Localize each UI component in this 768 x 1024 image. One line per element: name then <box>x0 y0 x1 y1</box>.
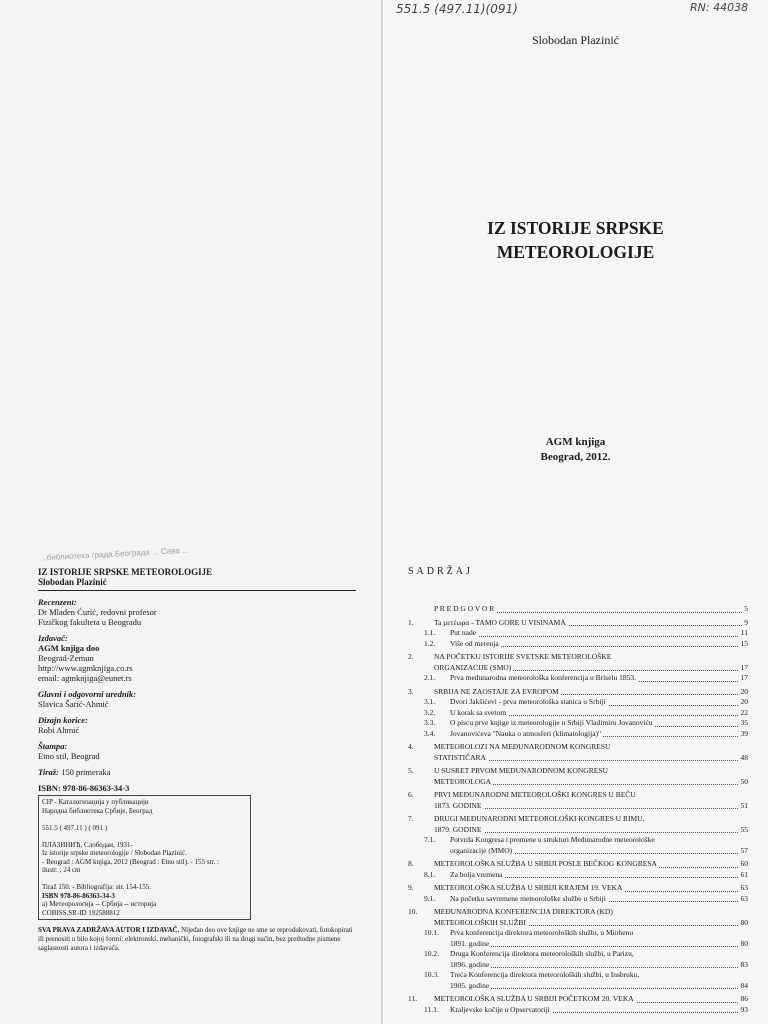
book-title-line: IZ ISTORIJE SRPSKE <box>487 218 664 238</box>
toc-entry-text: SRBIJA NE ZAOSTAJE ZA EVROPOM <box>434 686 559 696</box>
toc-entry <box>408 949 748 960</box>
publisher: AGM knjiga <box>545 436 606 448</box>
imprint-author: Slobodan Plazinić <box>38 577 107 587</box>
toc-entry-text: Jovanovićeva "Nauka o atmosferi (klimatologija)" <box>450 728 602 738</box>
toc-entry-text: 1891. godine <box>450 938 490 948</box>
toc-entry-title <box>434 790 748 801</box>
publisher-label: Izdavač: <box>38 633 68 643</box>
toc-entry-text: METEOROLOŠKA SLUŽBA U SRBIJI KRAJEM 19. VEKA <box>434 883 623 892</box>
toc-entry <box>408 766 748 777</box>
publisher-url: http://www.agmknjiga.co.rs <box>38 663 133 673</box>
print-section <box>38 741 356 761</box>
toc-entry-title <box>450 846 748 857</box>
toc-entry <box>408 894 748 905</box>
toc-entry-text: Druga Konferencija direktora meteoroloških službi, u Parizu, <box>450 949 634 958</box>
toc-entry <box>408 639 748 650</box>
toc-entry <box>408 790 748 801</box>
toc-entry <box>408 883 748 894</box>
toc-entry-title <box>450 970 748 981</box>
toc-entry-text: PRVI MEĐUNARODNI METEOROLOŠKI KONGRES U BEČU <box>434 790 636 799</box>
toc-entry-number: 2.1. <box>424 673 436 682</box>
toc-entry-number: 9.1. <box>424 893 436 903</box>
cover-section <box>38 715 356 735</box>
toc-page-number: 15 <box>740 638 748 648</box>
toc-entry-title <box>434 801 748 812</box>
toc-entry-title <box>450 939 748 950</box>
toc-entry-continuation <box>408 939 748 950</box>
toc-entry-title <box>450 673 748 684</box>
toc-entry-text: Prva međunarodna meteorološka konferencija u Briselu 1853. <box>450 673 636 682</box>
toc-entry-number: 1.2. <box>424 638 436 648</box>
toc-entry-text: Kraljevske kočije u Opservatoriji <box>450 1004 550 1014</box>
run-label: Tiraž: <box>38 767 59 777</box>
toc-entry <box>408 697 748 708</box>
reviewer-line: Dr Mladen Ćurić, redovni profesor <box>38 607 157 617</box>
toc-entry-title <box>434 918 748 929</box>
toc-entry-title <box>434 652 748 663</box>
toc-entry-title <box>434 814 748 825</box>
toc-entry-text: Potvrda Kongresa i promene u strukturi Međunarodne meteorološke <box>450 835 655 844</box>
toc-entry-continuation <box>408 663 748 674</box>
toc-entry-continuation <box>408 846 748 857</box>
toc-entry-continuation <box>408 753 748 764</box>
toc-entry-number: 4. <box>408 742 414 751</box>
toc-entry-text: Na početku savremene meteorološke službe u Srbiji <box>450 893 606 903</box>
cip-line <box>42 832 247 841</box>
toc-entry-title <box>434 766 748 777</box>
cip-line <box>42 815 247 824</box>
toc-entry-text: U SUSRET PRVOM MEĐUNARODNOM KONGRESU <box>434 766 608 775</box>
run-section <box>38 767 356 777</box>
toc-entry-text: U korak sa svetom <box>450 707 507 717</box>
toc-entry-text: Više od merenja <box>450 638 499 648</box>
toc-entry <box>408 928 748 939</box>
toc-entry-continuation <box>408 918 748 929</box>
toc-entry-text: 1905. godine <box>450 980 490 990</box>
toc-leader <box>450 636 748 637</box>
toc-entry-title <box>434 663 748 674</box>
toc-page-number: 50 <box>740 776 748 786</box>
toc-entry <box>408 628 748 639</box>
rights-notice <box>38 926 356 953</box>
toc-page-number: 48 <box>740 752 748 762</box>
cip-line: - Beograd : AGM knjiga, 2012 (Beograd : Etno stil). - 155 str. : <box>42 857 219 866</box>
toc-page-number: 22 <box>740 707 748 717</box>
cover-designer: Robi Ahmić <box>38 725 80 735</box>
toc-entry-title <box>450 870 748 881</box>
toc-entry-text: 1896. godine <box>450 959 490 969</box>
toc-entry-number: 6. <box>408 790 414 799</box>
toc-entry <box>408 718 748 729</box>
toc-entry-text: 1879. GODINE <box>434 824 482 834</box>
toc-entry-text: METEOROLOŠKIH SLUŽBI <box>434 917 526 927</box>
toc-page-number: 57 <box>740 845 748 855</box>
cip-line: Народна библиотека Србије, Београд <box>42 806 153 815</box>
toc-entry <box>408 729 748 740</box>
publisher-info <box>383 435 768 465</box>
book-title-line: METEOROLOGIJE <box>496 242 655 262</box>
toc-page-number: 55 <box>740 824 748 834</box>
toc-entry-continuation <box>408 981 748 992</box>
toc-entry-title <box>450 1005 748 1016</box>
cip-line: Tiraž 150. - Bibliografija: str. 154-155. <box>42 883 152 891</box>
toc-entry-number: 8.1. <box>424 869 436 879</box>
toc-entry-title <box>434 753 748 764</box>
toc-entry <box>408 970 748 981</box>
toc-entry-title <box>434 618 748 629</box>
print-label: Štampa: <box>38 741 68 751</box>
toc-entry-title <box>450 708 748 719</box>
toc-entry <box>408 618 748 629</box>
toc-entry <box>408 835 748 846</box>
toc-entry-text: ORGANIZACIJE (SMO) <box>434 662 512 672</box>
toc-entry-number: 3.4. <box>424 728 436 738</box>
editor-section <box>38 689 356 709</box>
handwritten-classification: 551.5 (497.11)(091) <box>396 2 518 16</box>
toc-page-number: 63 <box>740 883 748 892</box>
toc-entry-title <box>450 928 748 939</box>
toc-leader <box>450 988 748 989</box>
toc-entry-title <box>450 628 748 639</box>
toc-entry-number: 11. <box>408 994 418 1003</box>
toc-entry-title <box>450 960 748 971</box>
publisher-line: Beograd-Zemun <box>38 653 94 663</box>
cip-line: Iz istorije srpske meteorologije / Slobodan Plazinić. <box>42 849 187 857</box>
toc-entry-text: O piscu prve knjige iz meteorologije u Srbiji Vladimiru Jovanoviću <box>450 718 653 727</box>
toc-entry-text: METEOROLOŠKA SLUŽBA U SRBIJI POČETKOM 20. VEKA <box>434 994 634 1003</box>
toc-entry <box>408 814 748 825</box>
toc-page-number: 80 <box>740 938 748 948</box>
toc-entry-number: 10.3. <box>424 970 439 979</box>
toc-entry-number: 3.1. <box>424 697 436 706</box>
toc-entry-text: Prva konferencija direktora meteoroloških službi, u Minhenu <box>450 928 634 937</box>
rights-text: Nijedan deo ove knjige ne sme se reprodukovati, fotokopirati ili prenositi u bilo kojoj formi: elektronski, mehanički, fotografski ili na drugi način, bez prethodne pismene saglasnosti autora i izdavača. <box>38 926 353 952</box>
cip-line: a) Метеорологија -- Србија -- историја <box>42 900 157 908</box>
toc-entry-text: METEOROLOGA <box>434 776 492 786</box>
toc-page-number: 63 <box>740 893 748 903</box>
toc-entry-text: NA POČETKU ISTORIJE SVETSKE METEOROLOŠKE <box>434 652 612 661</box>
toc-entry-number: 8. <box>408 859 414 868</box>
toc-entry-number: 3.2. <box>424 707 436 717</box>
toc-entry-text: Ta μετέωρα - TAMO GORE U VISINAMA <box>434 617 566 627</box>
toc-entry-text: MEĐUNARODNA KONFERENCIJA DIREKTORA (KD) <box>434 907 613 916</box>
editor-label: Glavni i odgovorni urednik: <box>38 689 136 699</box>
toc-entry-number: 7.1. <box>424 835 436 844</box>
toc-entry-title <box>450 729 748 740</box>
publisher-section <box>38 633 356 683</box>
toc-entry-title <box>434 994 748 1005</box>
toc-page-number: 80 <box>740 917 748 927</box>
toc-entry-text: METEOROLOŠKA SLUŽBA U SRBIJI POSLE BEČKOG KONGRESA <box>434 859 657 868</box>
toc-entry-text: METEOROLOZI NA MEĐUNARODNOM KONGRESU <box>434 742 611 751</box>
toc-entry-text: 1873. GODINE <box>434 800 482 810</box>
toc-entry-continuation <box>408 825 748 836</box>
toc-entry-continuation <box>408 777 748 788</box>
cip-line: ПЛАЗИНИЋ, Слободан, 1931- <box>42 840 133 849</box>
toc-page-number: 9 <box>744 617 748 627</box>
toc-entry <box>408 673 748 684</box>
toc-entry <box>408 652 748 663</box>
toc-entry-number: 3. <box>408 686 414 696</box>
toc-entry <box>408 907 748 918</box>
toc-entry-continuation <box>408 801 748 812</box>
toc-leader <box>450 946 748 947</box>
toc-entry-text: Za bolja vremena <box>450 869 503 879</box>
toc-entry-number: 1.1. <box>424 628 436 637</box>
contents-heading: SADRŽAJ <box>408 566 473 577</box>
toc-entry <box>408 870 748 881</box>
toc-entry-number: 10.2. <box>424 949 439 958</box>
imprint-title: IZ ISTORIJE SRPSKE METEOROLOGIJE <box>38 567 213 577</box>
toc-entry-title <box>434 883 748 894</box>
table-of-contents <box>408 604 748 1015</box>
toc-entry <box>408 604 748 615</box>
toc-entry <box>408 859 748 870</box>
toc-page-number: 39 <box>740 728 748 738</box>
cip-line: 551.5 ( 497.11 ) ( 091 ) <box>42 823 108 832</box>
toc-leader <box>450 967 748 968</box>
toc-entry-text: Dvori Jakšićevi - prva meteorološka stanica u Srbiji <box>450 697 606 706</box>
toc-entry <box>408 708 748 719</box>
reviewer-section <box>38 597 356 627</box>
toc-entry-title <box>450 697 748 708</box>
toc-entry-number: 10. <box>408 907 418 916</box>
copyright-block <box>38 567 356 953</box>
publisher-email: email: agmknjiga@eunet.rs <box>38 673 132 683</box>
reviewer-label: Recenzent: <box>38 597 77 607</box>
toc-entry-title <box>450 949 748 960</box>
cip-line: ilustr. ; 24 cm <box>42 866 81 874</box>
toc-page-number: 86 <box>740 994 748 1003</box>
toc-page-number: 11 <box>740 628 748 637</box>
left-page <box>0 0 383 1024</box>
rights-heading: SVA PRAVA ZADRŽAVA AUTOR I IZDAVAČ. <box>38 926 180 934</box>
toc-entry-title <box>450 639 748 650</box>
toc-entry-text: Treća Konferencija direktora meteoroloških službi, u Insbruku, <box>450 970 640 979</box>
toc-entry-title <box>434 825 748 836</box>
editor-name: Slavica Šarić-Ahmić <box>38 699 109 709</box>
toc-entry <box>408 1005 748 1016</box>
toc-entry-title <box>434 742 748 753</box>
cip-line: CIP - Каталогизација у публикацији <box>42 798 149 806</box>
cip-record <box>38 795 251 920</box>
toc-entry-number: 11.1. <box>424 1004 439 1014</box>
toc-entry-number: 2. <box>408 652 414 661</box>
imprint-divider <box>38 590 356 591</box>
toc-entry-title <box>450 981 748 992</box>
handwritten-inventory-number: RN: 44038 <box>690 1 749 14</box>
toc-entry-continuation <box>408 960 748 971</box>
toc-entry-text: organizacije (MMO) <box>450 845 513 855</box>
toc-page-number: 35 <box>740 718 748 727</box>
toc-page-number: 93 <box>740 1004 748 1014</box>
toc-entry-title <box>434 604 748 615</box>
publisher-name: AGM knjiga doo <box>38 643 100 653</box>
toc-entry <box>408 742 748 753</box>
toc-page-number: 17 <box>740 662 748 672</box>
toc-page-number: 61 <box>740 869 748 879</box>
isbn: ISBN: 978-86-86363-34-3 <box>38 783 130 793</box>
toc-entry-title <box>434 907 748 918</box>
toc-entry-title <box>450 718 748 729</box>
printer-name: Etno stil, Beograd <box>38 751 100 761</box>
cover-label: Dizajn korice: <box>38 715 88 725</box>
cip-line: COBISS.SR-ID 192588812 <box>42 908 120 917</box>
toc-entry-number: 10.1. <box>424 928 439 937</box>
toc-entry-number: 7. <box>408 814 414 823</box>
toc-page-number: 83 <box>740 959 748 969</box>
toc-entry <box>408 687 748 698</box>
toc-entry-text: STATISTIČARA <box>434 752 486 762</box>
toc-page-number: 51 <box>740 800 748 810</box>
book-title <box>383 216 768 264</box>
toc-entry-title <box>434 859 748 870</box>
toc-page-number: 60 <box>740 859 748 868</box>
cip-line: ISBN 978-86-86363-34-3 <box>42 891 115 900</box>
run-value: 150 primeraka <box>61 767 111 777</box>
library-stamp: ...библиотека града Београда ... Сава ... <box>39 545 189 563</box>
place-year: Beograd, 2012. <box>540 451 611 463</box>
toc-page-number: 20 <box>740 697 748 706</box>
cip-line <box>42 875 247 884</box>
toc-entry-number: 5. <box>408 766 414 775</box>
toc-entry-text: P R E D G O V O R <box>434 604 495 613</box>
toc-page-number: 20 <box>740 686 748 696</box>
toc-entry-title <box>450 835 748 846</box>
toc-entry-title <box>434 687 748 698</box>
toc-page-number: 84 <box>740 980 748 990</box>
toc-entry-title <box>450 894 748 905</box>
toc-entry-text: DRUGI MEĐUNARODNI METEOROLOŠKI KONGRES U RIMU, <box>434 814 645 823</box>
toc-entry-number: 3.3. <box>424 718 436 727</box>
toc-entry <box>408 994 748 1005</box>
toc-page-number: 5 <box>744 604 748 613</box>
toc-entry-text: Put nade <box>450 628 477 637</box>
toc-entry-title <box>434 777 748 788</box>
right-page <box>383 0 768 1024</box>
toc-entry-number: 1. <box>408 617 414 627</box>
title-page-author: Slobodan Plazinić <box>532 33 619 47</box>
reviewer-line: Fizičkog fakulteta u Beogradu <box>38 617 142 627</box>
toc-entry-number: 9. <box>408 883 414 892</box>
toc-page-number: 17 <box>740 673 748 682</box>
